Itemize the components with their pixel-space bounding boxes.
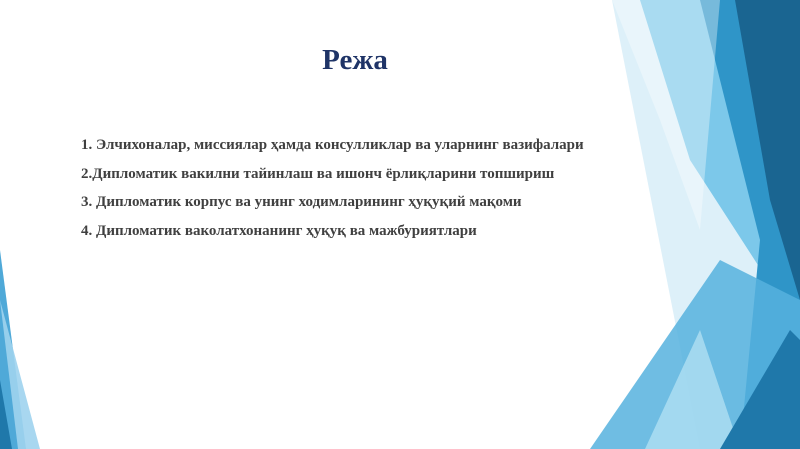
agenda-item-1: 1. Элчихоналар, миссиялар ҳамда консулликлар ва уларнинг вазифалари bbox=[81, 137, 584, 153]
agenda-item-2: 2.Дипломатик вакилни тайинлаш ва ишонч ёрлиқларини топшириш bbox=[81, 165, 555, 182]
agenda-item-4: 4. Дипломатик ваколатхонанинг ҳуқуқ ва мажбуриятлари bbox=[81, 222, 477, 239]
slide-title: Режа bbox=[322, 44, 388, 76]
agenda-item-3: 3. Дипломатик корпус ва унинг ходимларининг ҳуқуқий мақоми bbox=[81, 194, 522, 210]
agenda-list bbox=[81, 131, 584, 245]
